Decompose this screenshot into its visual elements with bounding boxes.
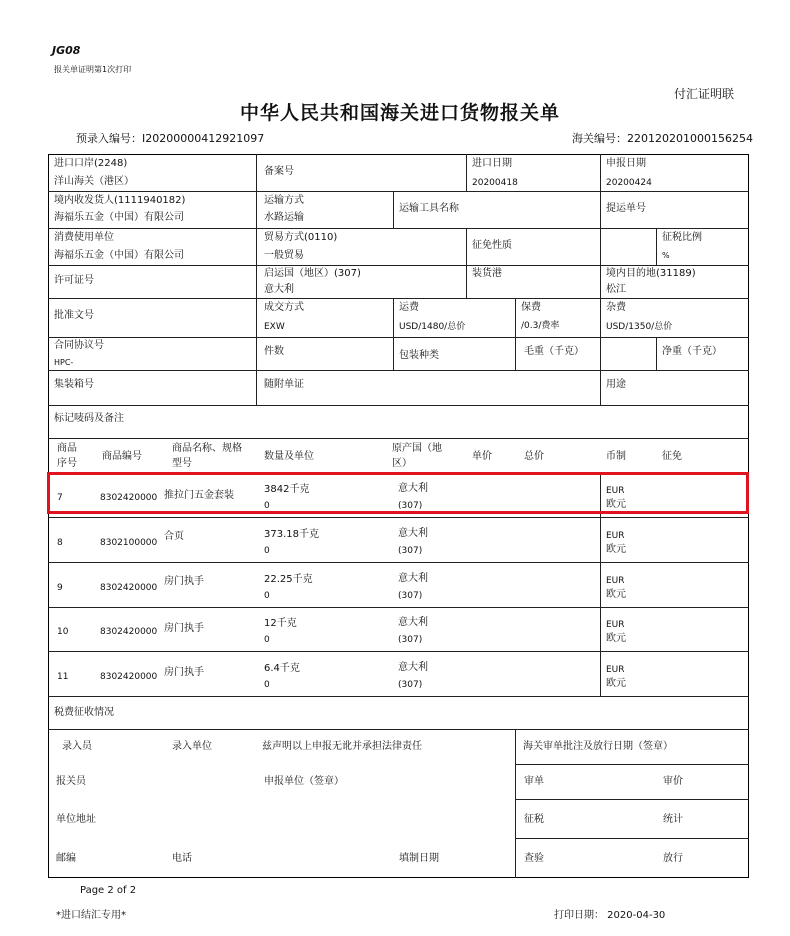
- goods-code: 8302420000: [100, 627, 158, 637]
- customs-approval-label: 海关审单批注及放行日期（签章）: [523, 741, 673, 752]
- goods-header-qty: 数量及单位: [264, 451, 314, 462]
- goods-header-code: 商品编号: [102, 451, 142, 462]
- goods-code: 8302100000: [100, 538, 158, 548]
- statistics-label: 统计: [663, 814, 683, 825]
- entry-port-label: 进口口岸(2248): [54, 158, 128, 169]
- destination-label: 境内目的地(31189): [606, 268, 696, 279]
- marks-label: 标记唛码及备注: [54, 413, 124, 424]
- address-label: 单位地址: [56, 814, 96, 825]
- declare-date-label: 申报日期: [606, 158, 646, 169]
- tax-ratio-value: %: [662, 251, 670, 260]
- origin-country-label: 启运国（地区）(307): [264, 268, 361, 279]
- consumer-value: 海福乐五金（中国）有限公司: [54, 250, 184, 261]
- fill-date-label: 填制日期: [399, 853, 439, 864]
- goods-qty: 6.4千克: [264, 663, 300, 674]
- goods-qty: 3842千克: [264, 484, 310, 495]
- transport-mode-label: 运输方式: [264, 195, 304, 206]
- goods-qty-2: 0: [264, 591, 270, 601]
- goods-currency-name: 欧元: [606, 544, 626, 555]
- goods-origin: 意大利: [398, 528, 428, 539]
- customs-number: 海关编号：220120201000156254: [572, 132, 753, 145]
- goods-header-name-1: 商品名称、规格: [172, 443, 242, 454]
- goods-header-price: 单价: [472, 451, 492, 462]
- goods-origin-code: (307): [398, 546, 423, 556]
- page-number: Page 2 of 2: [80, 885, 137, 896]
- highlight-box: [47, 472, 749, 514]
- goods-origin-code: (307): [398, 680, 423, 690]
- net-weight-label: 净重（千克）: [662, 346, 722, 357]
- exchange-note: *进口结汇专用*: [56, 910, 126, 921]
- insurance-value: /0.3/费率: [521, 321, 560, 331]
- goods-header-currency: 币制: [606, 451, 626, 462]
- loading-port-label: 装货港: [472, 268, 502, 279]
- goods-header-exempt: 征免: [662, 451, 682, 462]
- goods-seq: 10: [57, 627, 69, 637]
- goods-currency-name: 欧元: [606, 633, 626, 644]
- postcode-label: 邮编: [56, 853, 76, 864]
- container-label: 集装箱号: [54, 379, 94, 390]
- goods-qty-2: 0: [264, 635, 270, 645]
- goods-currency: EUR: [606, 665, 625, 675]
- goods-currency-name: 欧元: [606, 678, 626, 689]
- exemption-label: 征免性质: [472, 240, 512, 251]
- goods-header-seq-2: 序号: [57, 458, 77, 469]
- consignee-label: 境内收发货人(1111940182): [54, 195, 186, 206]
- declare-unit-label: 申报单位（签章）: [264, 776, 344, 787]
- goods-origin: 意大利: [398, 573, 428, 584]
- goods-currency-name: 欧元: [606, 499, 626, 510]
- goods-header-total: 总价: [524, 451, 544, 462]
- contract-label: 合同协议号: [54, 340, 104, 351]
- goods-qty: 373.18千克: [264, 529, 319, 540]
- page-title: 中华人民共和国海关进口货物报关单: [240, 102, 561, 124]
- review-label: 审单: [524, 776, 544, 787]
- goods-qty-2: 0: [264, 501, 270, 511]
- trade-mode-value: 一般贸易: [264, 250, 304, 261]
- declare-date-value: 20200424: [606, 178, 652, 188]
- entry-port-value: 洋山海关（港区）: [54, 176, 134, 187]
- goods-currency: EUR: [606, 620, 625, 630]
- entry-clerk-label: 录入员: [62, 741, 92, 752]
- goods-name: 房门执手: [164, 623, 204, 634]
- goods-qty-2: 0: [264, 546, 270, 556]
- freight-value: USD/1480/总价: [399, 322, 466, 332]
- print-date: 打印日期： 2020-04-30: [554, 910, 666, 921]
- pre-entry-number: 预录入编号：I20200000412921097: [76, 132, 265, 145]
- goods-header-seq-1: 商品: [57, 443, 77, 454]
- broker-label: 报关员: [56, 776, 86, 787]
- destination-value: 松江: [606, 284, 626, 295]
- package-label: 包装种类: [399, 350, 439, 361]
- origin-country-value: 意大利: [264, 284, 294, 295]
- goods-name: 房门执手: [164, 667, 204, 678]
- consumer-label: 消费使用单位: [54, 232, 114, 243]
- goods-qty: 12千克: [264, 618, 297, 629]
- entry-unit-label: 录入单位: [172, 741, 212, 752]
- misc-label: 杂费: [606, 302, 626, 313]
- goods-seq: 9: [57, 583, 63, 593]
- tax-ratio-label: 征税比例: [662, 232, 702, 243]
- goods-qty: 22.25千克: [264, 574, 313, 585]
- goods-code: 8302420000: [100, 672, 158, 682]
- import-date-label: 进口日期: [472, 158, 512, 169]
- levy-label: 征税: [524, 814, 544, 825]
- import-date-value: 20200418: [472, 178, 518, 188]
- tax-collection-label: 税费征收情况: [54, 707, 114, 718]
- license-label: 许可证号: [54, 275, 94, 286]
- goods-origin: 意大利: [398, 483, 428, 494]
- record-no-label: 备案号: [264, 166, 294, 177]
- goods-seq: 11: [57, 672, 69, 682]
- transport-tool-label: 运输工具名称: [399, 203, 459, 214]
- freight-label: 运费: [399, 302, 419, 313]
- goods-currency-name: 欧元: [606, 589, 626, 600]
- goods-origin: 意大利: [398, 662, 428, 673]
- bl-no-label: 提运单号: [606, 203, 646, 214]
- goods-origin-code: (307): [398, 501, 423, 511]
- form-code: JG08: [52, 44, 81, 57]
- goods-code: 8302420000: [100, 583, 158, 593]
- goods-header-name-2: 型号: [172, 458, 192, 469]
- gross-weight-label: 毛重（千克）: [524, 346, 584, 357]
- valuation-label: 审价: [663, 776, 683, 787]
- docs-label: 随附单证: [264, 379, 304, 390]
- consignee-value: 海福乐五金（中国）有限公司: [54, 212, 184, 223]
- goods-seq: 7: [57, 493, 63, 503]
- goods-seq: 8: [57, 538, 63, 548]
- release-label: 放行: [663, 853, 683, 864]
- goods-qty-2: 0: [264, 680, 270, 690]
- goods-origin-code: (307): [398, 635, 423, 645]
- goods-name: 房门执手: [164, 576, 204, 587]
- goods-currency: EUR: [606, 531, 625, 541]
- goods-name: 合页: [164, 531, 184, 542]
- pieces-label: 件数: [264, 346, 284, 357]
- goods-header-origin-2: 区）: [392, 458, 412, 469]
- goods-code: 8302420000: [100, 493, 158, 503]
- inspection-label: 查验: [524, 853, 544, 864]
- declaration-text: 兹声明以上申报无讹并承担法律责任: [262, 741, 422, 752]
- phone-label: 电话: [172, 853, 192, 864]
- goods-header-origin-1: 原产国（地: [392, 443, 442, 454]
- usage-label: 用途: [606, 379, 626, 390]
- insurance-label: 保费: [521, 302, 541, 313]
- transport-mode-value: 水路运输: [264, 212, 304, 223]
- form-frame: [48, 154, 749, 878]
- copy-label: 付汇证明联: [674, 87, 735, 101]
- goods-name: 推拉门五金套装: [164, 490, 234, 501]
- misc-value: USD/1350/总价: [606, 322, 673, 332]
- goods-currency: EUR: [606, 486, 625, 496]
- goods-currency: EUR: [606, 576, 625, 586]
- contract-value: HPC-: [54, 358, 74, 367]
- approval-label: 批准文号: [54, 310, 94, 321]
- goods-origin-code: (307): [398, 591, 423, 601]
- goods-origin: 意大利: [398, 617, 428, 628]
- deal-mode-value: EXW: [264, 322, 285, 332]
- print-note: 报关单证明第1次打印: [54, 65, 132, 74]
- trade-mode-label: 贸易方式(0110): [264, 232, 338, 243]
- deal-mode-label: 成交方式: [264, 302, 304, 313]
